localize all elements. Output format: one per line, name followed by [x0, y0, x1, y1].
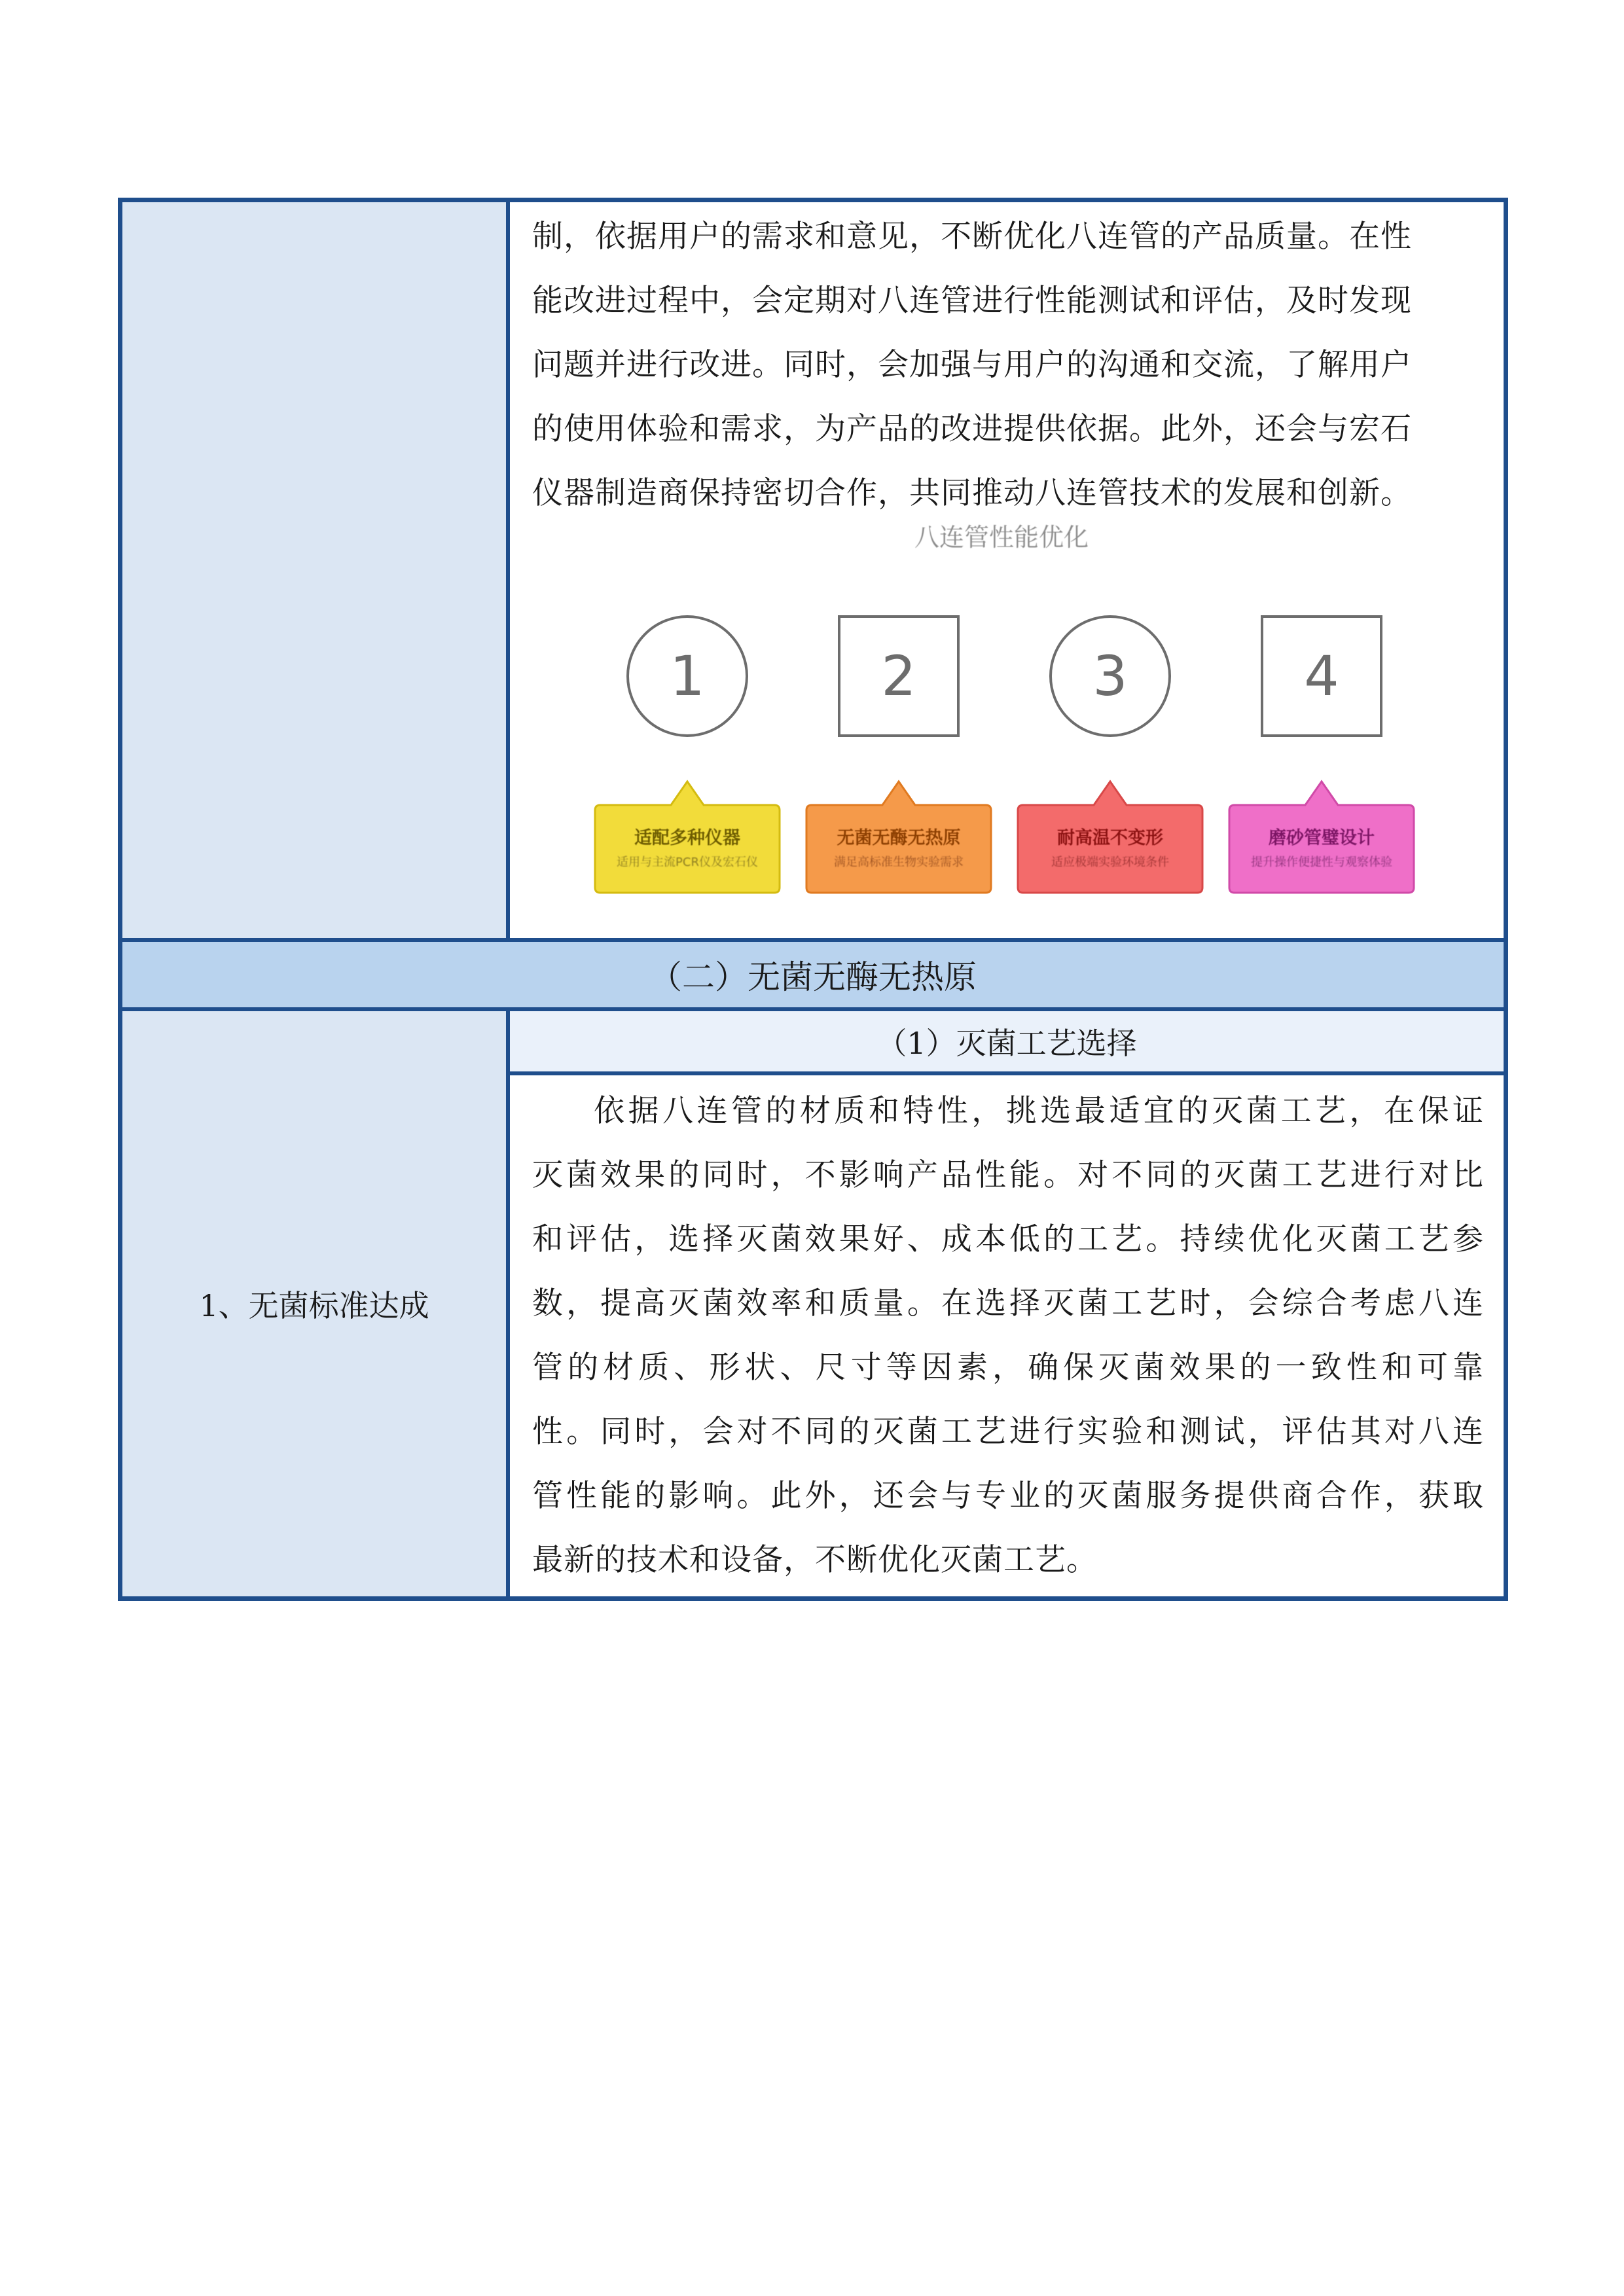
text-line: 仪器制造商保持密切合作，共同推动八连管技术的发展和创新。 [532, 475, 1412, 511]
number-square-4: 4 [1261, 615, 1382, 737]
text-line: 管的材质、形状、尺寸等因素，确保灭菌效果的一致性和可靠 [532, 1350, 1484, 1386]
performance-diagram [576, 517, 1427, 923]
row1-label-cell [122, 202, 506, 938]
text-line: 数，提高灭菌效率和质量。在选择灭菌工艺时，会综合考虑八连 [532, 1285, 1484, 1321]
text-line: 能改进过程中，会定期对八连管进行性能测试和评估，及时发现 [532, 283, 1412, 319]
text-line: 灭菌效果的同时，不影响产品性能。对不同的灭菌工艺进行对比 [532, 1157, 1484, 1193]
number-square-2: 2 [838, 615, 960, 737]
text-line: 性。同时，会对不同的灭菌工艺进行实验和测试，评估其对八连 [532, 1414, 1484, 1450]
callout-4 [1227, 772, 1416, 897]
callout-1 [592, 772, 782, 897]
number-circle-3: 3 [1049, 615, 1171, 737]
paragraph-sterilization [532, 1079, 1484, 1592]
callout-title: 耐高温不变形 [1057, 828, 1163, 848]
callout-title: 无菌无酶无热原 [837, 828, 961, 848]
callout-subtitle: 适用与主流PCR仪及宏石仪 [617, 855, 758, 869]
diagram-title: 八连管性能优化 [914, 523, 1089, 552]
row2-content-cell [510, 1075, 1504, 1596]
text-line: 和评估，选择灭菌效果好、成本低的工艺。持续优化灭菌工艺参 [532, 1221, 1484, 1257]
text-line: 问题并进行改进。同时，会加强与用户的沟通和交流，了解用户 [532, 347, 1412, 383]
divider [506, 202, 510, 938]
row2-label: 1、无菌标准达成 [122, 1011, 506, 1596]
text-line: 依据八连管的材质和特性，挑选最适宜的灭菌工艺，在保证 [594, 1093, 1484, 1129]
callout-title: 适配多种仪器 [634, 828, 740, 848]
callout-subtitle: 满足高标准生物实验需求 [834, 855, 964, 869]
text-line: 最新的技术和设备，不断优化灭菌工艺。 [532, 1542, 1098, 1578]
subheading: （1）灭菌工艺选择 [510, 1011, 1504, 1071]
callout-subtitle: 提升操作便捷性与观察体验 [1251, 855, 1392, 869]
number-circle-1: 1 [626, 615, 748, 737]
text-line: 管性能的影响。此外，还会与专业的灭菌服务提供商合作，获取 [532, 1478, 1484, 1514]
paragraph-performance [532, 205, 1484, 526]
callout-3 [1015, 772, 1205, 897]
callout-title: 磨砂管璧设计 [1269, 828, 1375, 848]
text-line: 制，依据用户的需求和意见，不断优化八连管的产品质量。在性 [532, 219, 1412, 255]
callout-subtitle: 适应极端实验环境条件 [1051, 855, 1169, 869]
callout-2 [804, 772, 994, 897]
section-heading: （二）无菌无酶无热原 [122, 942, 1504, 1007]
text-line: 的使用体验和需求，为产品的改进提供依据。此外，还会与宏石 [532, 411, 1412, 447]
